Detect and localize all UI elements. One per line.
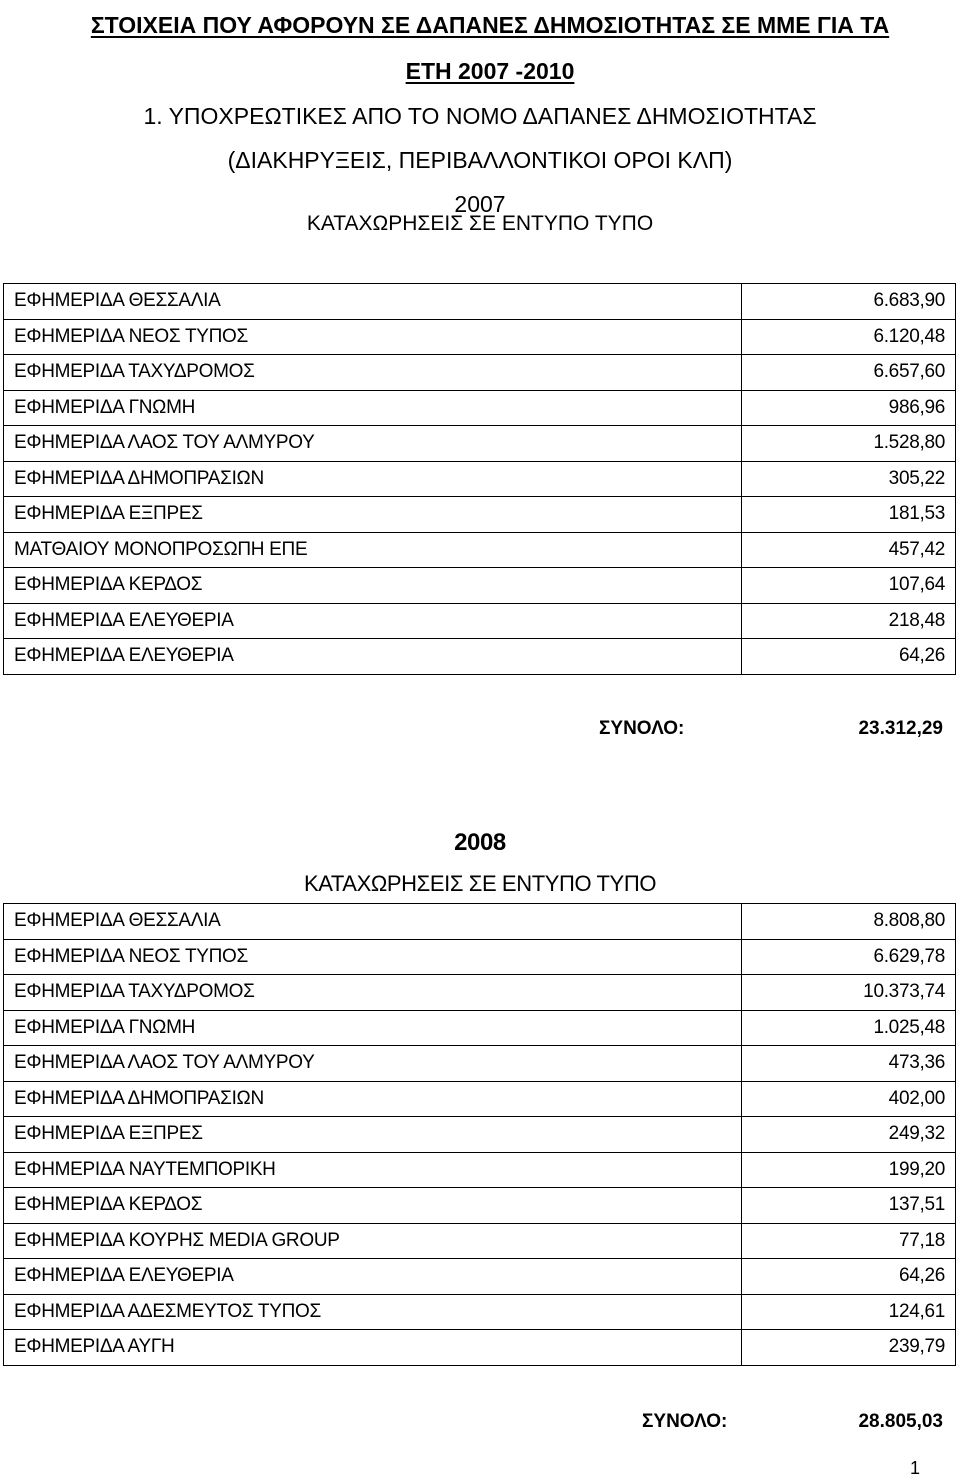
publication-name: ΜΑΤΘΑΙΟΥ ΜΟΝΟΠΡΟΣΩΠΗ ΕΠΕ bbox=[4, 532, 742, 568]
year-2008-table bbox=[3, 903, 956, 1366]
table-row bbox=[4, 1188, 956, 1224]
year-2008-total-value: 28.805,03 bbox=[858, 1411, 943, 1432]
amount-cell: 986,96 bbox=[742, 390, 956, 426]
year-2008-table-body bbox=[4, 904, 956, 1366]
table-row bbox=[4, 904, 956, 940]
section-1-heading-line-1: 1. ΥΠΟΧΡΕΩΤΙΚΕΣ ΑΠΟ ΤΟ ΝΟΜΟ ΔΑΠΑΝΕΣ ΔΗΜΟΣΙΟΤΗΤΑΣ bbox=[143, 103, 817, 129]
publication-name: ΕΦΗΜΕΡΙΔΑ ΓΝΩΜΗ bbox=[4, 390, 742, 426]
year-2008-total bbox=[0, 1411, 960, 1437]
table-row bbox=[4, 1081, 956, 1117]
amount-cell: 249,32 bbox=[742, 1117, 956, 1153]
year-2007-heading: 2007 bbox=[454, 191, 506, 217]
year-2007-total-label: ΣΥΝΟΛΟ: bbox=[599, 718, 685, 739]
amount-cell: 239,79 bbox=[742, 1330, 956, 1366]
amount-cell: 6.629,78 bbox=[742, 939, 956, 975]
amount-cell: 10.373,74 bbox=[742, 975, 956, 1011]
publication-name: ΕΦΗΜΕΡΙΔΑ ΓΝΩΜΗ bbox=[4, 1010, 742, 1046]
section-1-heading bbox=[0, 94, 960, 226]
amount-cell: 64,26 bbox=[742, 639, 956, 675]
table-row bbox=[4, 1117, 956, 1153]
amount-cell: 402,00 bbox=[742, 1081, 956, 1117]
document-title-line-1: ΣΤΟΙΧΕΙΑ ΠΟΥ ΑΦΟΡΟΥΝ ΣΕ ΔΑΠΑΝΕΣ ΔΗΜΟΣΙΟΤΗΤΑΣ ΣΕ ΜΜΕ ΓΙΑ ΤΑ bbox=[90, 12, 890, 38]
publication-name: ΕΦΗΜΕΡΙΔΑ ΤΑΧΥΔΡΟΜΟΣ bbox=[4, 975, 742, 1011]
year-2007-total bbox=[0, 718, 960, 744]
table-row bbox=[4, 355, 956, 391]
year-2007-table bbox=[3, 283, 956, 675]
table-row bbox=[4, 461, 956, 497]
amount-cell: 77,18 bbox=[742, 1223, 956, 1259]
year-2007-table-body bbox=[4, 284, 956, 675]
year-2007-subtitle: ΚΑΤΑΧΩΡΗΣΕΙΣ ΣΕ ΕΝΤΥΠΟ ΤΥΠΟ bbox=[306, 212, 654, 235]
amount-cell: 8.808,80 bbox=[742, 904, 956, 940]
amount-cell: 124,61 bbox=[742, 1294, 956, 1330]
publication-name: ΕΦΗΜΕΡΙΔΑ ΕΞΠΡΕΣ bbox=[4, 497, 742, 533]
publication-name: ΕΦΗΜΕΡΙΔΑ ΕΛΕΥΘΕΡΙΑ bbox=[4, 603, 742, 639]
amount-cell: 181,53 bbox=[742, 497, 956, 533]
table-row bbox=[4, 319, 956, 355]
publication-name: ΕΦΗΜΕΡΙΔΑ ΚΟΥΡΗΣ MEDIA GROUP bbox=[4, 1223, 742, 1259]
year-2007-total-value: 23.312,29 bbox=[858, 718, 943, 739]
amount-cell: 6.683,90 bbox=[742, 284, 956, 320]
table-row bbox=[4, 284, 956, 320]
document-title bbox=[60, 2, 920, 94]
publication-name: ΕΦΗΜΕΡΙΔΑ ΝΑΥΤΕΜΠΟΡΙΚΗ bbox=[4, 1152, 742, 1188]
table-row bbox=[4, 639, 956, 675]
publication-name: ΕΦΗΜΕΡΙΔΑ ΝΕΟΣ ΤΥΠΟΣ bbox=[4, 939, 742, 975]
page-number: 1 bbox=[909, 1458, 920, 1478]
table-row bbox=[4, 426, 956, 462]
table-row bbox=[4, 1223, 956, 1259]
amount-cell: 305,22 bbox=[742, 461, 956, 497]
table-row bbox=[4, 390, 956, 426]
publication-name: ΕΦΗΜΕΡΙΔΑ ΛΑΟΣ ΤΟΥ ΑΛΜΥΡΟΥ bbox=[4, 426, 742, 462]
amount-cell: 6.657,60 bbox=[742, 355, 956, 391]
publication-name: ΕΦΗΜΕΡΙΔΑ ΤΑΧΥΔΡΟΜΟΣ bbox=[4, 355, 742, 391]
amount-cell: 107,64 bbox=[742, 568, 956, 604]
amount-cell: 1.528,80 bbox=[742, 426, 956, 462]
table-row bbox=[4, 532, 956, 568]
publication-name: ΕΦΗΜΕΡΙΔΑ ΝΕΟΣ ΤΥΠΟΣ bbox=[4, 319, 742, 355]
publication-name: ΕΦΗΜΕΡΙΔΑ ΔΗΜΟΠΡΑΣΙΩΝ bbox=[4, 1081, 742, 1117]
publication-name: ΕΦΗΜΕΡΙΔΑ ΚΕΡΔΟΣ bbox=[4, 568, 742, 604]
year-2008-heading: 2008 bbox=[454, 829, 506, 856]
table-row bbox=[4, 1294, 956, 1330]
amount-cell: 199,20 bbox=[742, 1152, 956, 1188]
year-2008-total-label: ΣΥΝΟΛΟ: bbox=[642, 1411, 728, 1432]
table-row bbox=[4, 1010, 956, 1046]
amount-cell: 473,36 bbox=[742, 1046, 956, 1082]
publication-name: ΕΦΗΜΕΡΙΔΑ ΑΔΕΣΜΕΥΤΟΣ ΤΥΠΟΣ bbox=[4, 1294, 742, 1330]
table-row bbox=[4, 568, 956, 604]
table-row bbox=[4, 603, 956, 639]
table-row bbox=[4, 1046, 956, 1082]
publication-name: ΕΦΗΜΕΡΙΔΑ ΕΞΠΡΕΣ bbox=[4, 1117, 742, 1153]
publication-name: ΕΦΗΜΕΡΙΔΑ ΘΕΣΣΑΛΙΑ bbox=[4, 284, 742, 320]
table-row bbox=[4, 975, 956, 1011]
table-row bbox=[4, 1259, 956, 1295]
publication-name: ΕΦΗΜΕΡΙΔΑ ΕΛΕΥΘΕΡΙΑ bbox=[4, 639, 742, 675]
table-row bbox=[4, 1330, 956, 1366]
table-row bbox=[4, 1152, 956, 1188]
table-row bbox=[4, 939, 956, 975]
publication-name: ΕΦΗΜΕΡΙΔΑ ΔΗΜΟΠΡΑΣΙΩΝ bbox=[4, 461, 742, 497]
amount-cell: 457,42 bbox=[742, 532, 956, 568]
section-1-heading-line-2: (ΔΙΑΚΗΡΥΞΕΙΣ, ΠΕΡΙΒΑΛΛΟΝΤΙΚΟΙ ΟΡΟΙ ΚΛΠ) bbox=[227, 147, 733, 173]
amount-cell: 64,26 bbox=[742, 1259, 956, 1295]
publication-name: ΕΦΗΜΕΡΙΔΑ ΘΕΣΣΑΛΙΑ bbox=[4, 904, 742, 940]
amount-cell: 137,51 bbox=[742, 1188, 956, 1224]
publication-name: ΕΦΗΜΕΡΙΔΑ ΛΑΟΣ ΤΟΥ ΑΛΜΥΡΟΥ bbox=[4, 1046, 742, 1082]
amount-cell: 218,48 bbox=[742, 603, 956, 639]
publication-name: ΕΦΗΜΕΡΙΔΑ ΚΕΡΔΟΣ bbox=[4, 1188, 742, 1224]
document-title-line-2: ΕΤΗ 2007 -2010 bbox=[405, 58, 575, 84]
table-row bbox=[4, 497, 956, 533]
amount-cell: 1.025,48 bbox=[742, 1010, 956, 1046]
amount-cell: 6.120,48 bbox=[742, 319, 956, 355]
year-2008-subtitle: ΚΑΤΑΧΩΡΗΣΕΙΣ ΣΕ ΕΝΤΥΠΟ ΤΥΠΟ bbox=[303, 871, 657, 896]
publication-name: ΕΦΗΜΕΡΙΔΑ ΕΛΕΥΘΕΡΙΑ bbox=[4, 1259, 742, 1295]
publication-name: ΕΦΗΜΕΡΙΔΑ ΑΥΓΗ bbox=[4, 1330, 742, 1366]
